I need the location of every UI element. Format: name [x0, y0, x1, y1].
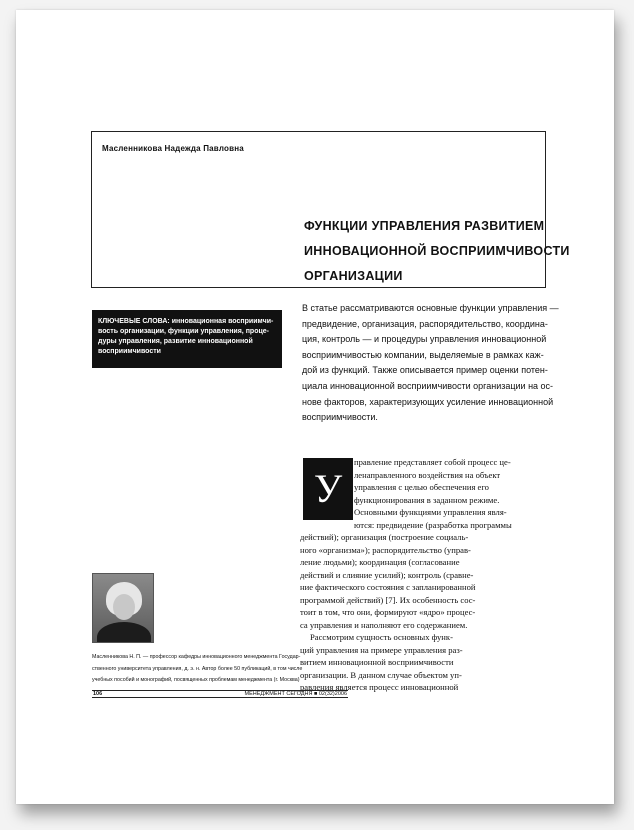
body-line: ного «организма»); распорядительство (управ-	[300, 544, 471, 555]
abstract-line: циала инновационной восприимчивости организации на ос-	[302, 380, 554, 391]
article-title-line: ОРГАНИЗАЦИИ	[304, 269, 403, 283]
bio-line: учебных пособий и монографий, посвященных проблемам менеджмента (г. Москва)	[92, 677, 300, 684]
journal-page	[16, 10, 614, 804]
article-title-line: ИННОВАЦИОННОЙ ВОСПРИИМЧИВОСТИ	[304, 244, 570, 258]
bio-line: ственного университета управления, д. э. н. Автор более 50 публикаций, в том числе	[92, 665, 303, 672]
body-line: правление представляет собой процесс це-	[354, 457, 511, 467]
body-line: действий и слияние усилий); контроль (сравне-	[300, 569, 474, 580]
body-line: программой действий) [7]. Их особенность сос-	[300, 594, 476, 605]
abstract-line: В статье рассматриваются основные функции управления —	[302, 303, 559, 313]
body-line: действий); организация (построение социаль-	[300, 532, 469, 542]
abstract-line: восприимчивости.	[302, 412, 378, 423]
body-line: управления с целью обеспечения его	[354, 482, 489, 492]
body-line: витием инновационной восприимчивости	[300, 657, 454, 667]
body-line: ций управления на примере управления раз-	[300, 644, 463, 655]
body-line: ются: предвидение (разработка программы	[354, 519, 512, 530]
keywords-line: восприимчивости	[98, 348, 161, 355]
keywords-line: дуры управления, развитие инновационной	[98, 338, 253, 345]
page-footer	[92, 690, 348, 698]
body-line: са управления и наполняют его содержанием.	[300, 619, 468, 630]
body-line: ление людьми); координация (согласование	[300, 557, 460, 567]
body-line: тоит в том, что они, формируют «ядро» процес-	[300, 607, 476, 617]
keywords-line: вость организации, функции управления, проце-	[98, 328, 270, 335]
keywords-box	[92, 310, 282, 368]
keywords-line: КЛЮЧЕВЫЕ СЛОВА: инновационная восприимчи-	[98, 318, 274, 325]
body-line: ние фактического состояния с запланированной	[300, 582, 476, 592]
abstract-line: нове факторов, характеризующих усиление инновационной	[302, 396, 554, 407]
author-name: Масленникова Надежда Павловна	[102, 144, 244, 153]
body-line: Рассмотрим сущность основных функ-	[310, 632, 453, 642]
body-line: функционирования в заданном режиме.	[354, 494, 500, 505]
drop-cap: У	[303, 458, 353, 520]
abstract-line: восприимчивостью компании, выделяемые в рамках каж-	[302, 349, 544, 360]
body-line: равления является процесс инновационной	[300, 682, 459, 692]
bio-line: Масленникова Н. П. — профессор кафедры инновационного менеджмента Государ-	[92, 654, 301, 660]
article-title-line: ФУНКЦИИ УПРАВЛЕНИЯ РАЗВИТИЕМ	[304, 219, 545, 233]
abstract-line: дой из функций. Также описывается пример оценки потен-	[302, 365, 548, 376]
abstract-line: предвидение, организация, распорядительство, координа-	[302, 318, 548, 329]
body-line: ленаправленного воздействия на объект	[354, 469, 501, 480]
abstract-line: ция, контроль — и процедуры управления инновационной	[302, 334, 547, 345]
page-number: 106	[93, 691, 103, 697]
body-line: Основными функциями управления явля-	[354, 507, 507, 517]
magazine-name: МЕНЕДЖМЕНТ СЕГОДНЯ ■ 02(32)2006	[244, 691, 347, 697]
abstract	[302, 301, 559, 426]
author-bio	[92, 652, 348, 687]
article-header-box	[91, 131, 570, 288]
body-line: организации. В данном случае объектом уп-	[300, 669, 462, 680]
author-photo	[92, 573, 154, 643]
